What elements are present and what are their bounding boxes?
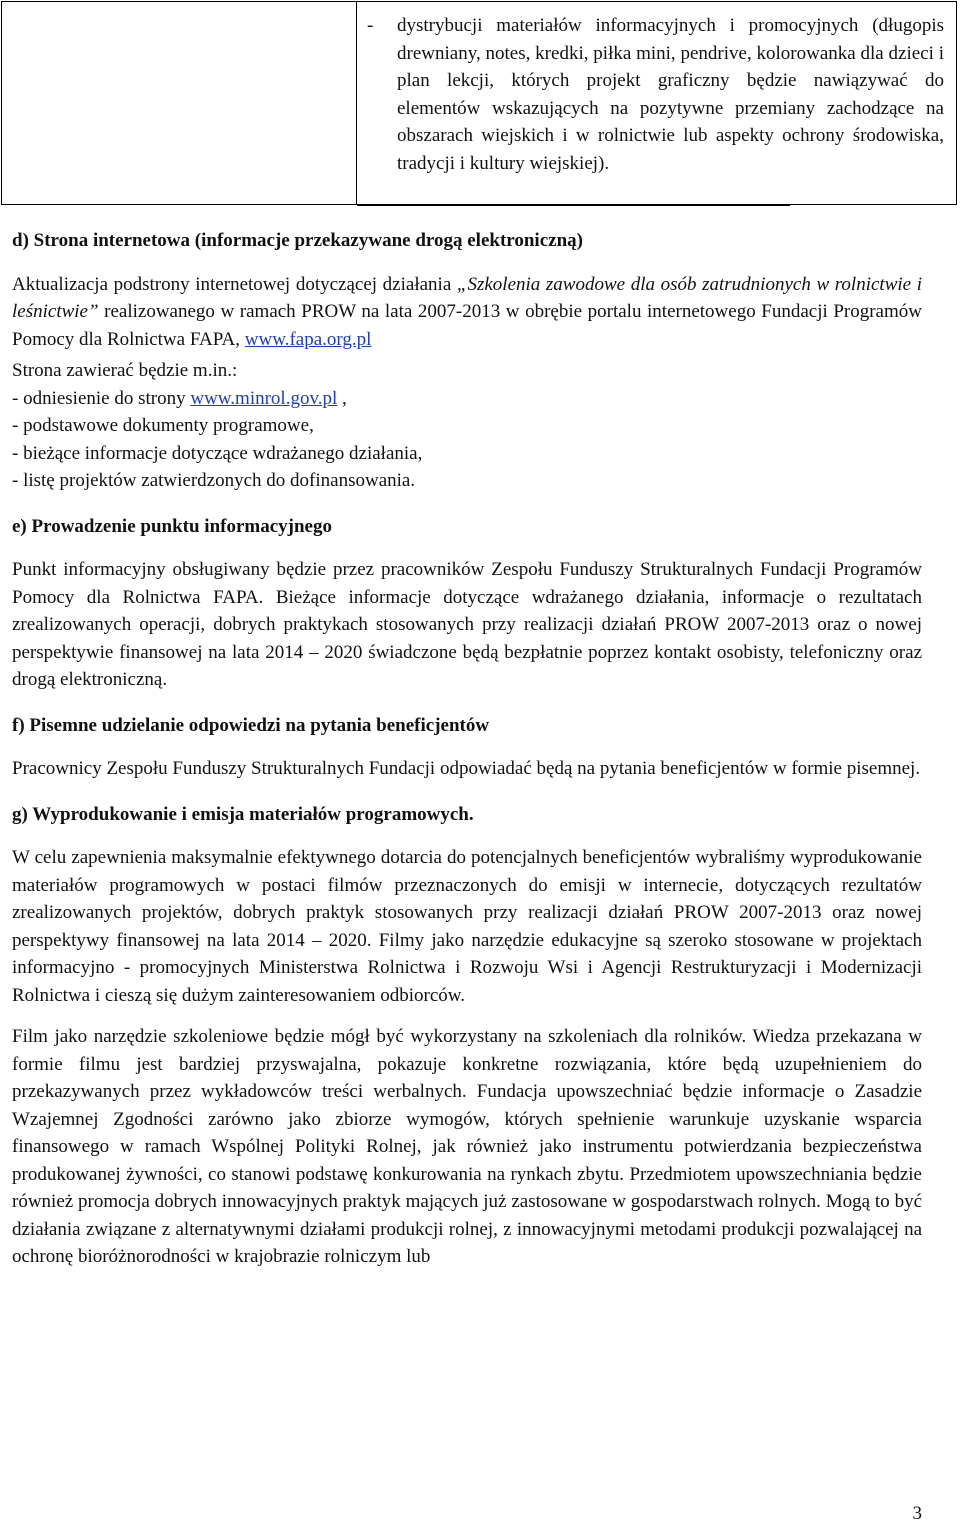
section-g-heading: g) Wyprodukowanie i emisja materiałów programowych. <box>12 803 474 825</box>
section-g-paragraph-1: W celu zapewnienia maksymalnie efektywnego dotarcia do potencjalnych beneficjentów wybraliśmy wyprodukowanie materiałów programowych w postaci filmów przeznaczonych do emisji w internecie, dotyczących rezultatów zrealizowanych projektów, dobrych praktyk stosowanych przy realizacji działań PROW 2007-2013 oraz nowej perspektywy finansowej na lata 2014 – 2020. Filmy jako narzędzie edukacyjne są szeroko stosowane w projektach informacyjno - promocyjnych Ministerstwa Rolnictwa i Rozwoju Wsi i Agencji Restrukturyzacji i Modernizacji Rolnictwa i cieszą się dużym zainteresowaniem odbiorców. <box>12 847 922 1006</box>
section-g-paragraph-2: Film jako narzędzie szkoleniowe będzie mógł być wykorzystany na szkoleniach dla rolników. Wiedza przekazana w formie filmu jest bardziej przyswajalna, pokazuje konkretne rozwiązania, które będą uzupełnieniem do przekazywanych przez wykładowców treści werbalnych. Fundacja upowszechniać będzie informacje o Zasadzie Wzajemnej Zgodności zarówno jako zbiorze wymogów, których spełnienie warunkuje uzyskanie wsparcia finansowego w ramach Wspólnej Polityki Rolnej, jak również jako instrumentu potwierdzania bezpieczeństwa produkowanej żywności, co stanowi podstawę konkurowania na rynkach zbytu. Przedmiotem upowszechniania będzie również promocja dobrych innowacyjnych praktyk mających już zastosowane w gospodarstwach rolnych. Mogą to być działania związane z alternatywnymi działami produkcji rolnej, z innowacyjnymi metodami produkcji pozwalającej na ochronę bioróżnorodności w krajobrazie rolniczym lub <box>12 1026 922 1267</box>
main-content <box>12 227 922 1285</box>
table-right-cell <box>357 2 956 204</box>
table-left-cell <box>2 2 357 204</box>
list-item: - bieżące informacje dotyczące wdrażanego działania, <box>12 442 423 464</box>
list-item: - podstawowe dokumenty programowe, <box>12 415 314 436</box>
list-item: - listę projektów zatwierdzonych do dofinansowania. <box>12 470 416 491</box>
section-d-text-a: Aktualizacja podstrony internetowej dotyczącej działania <box>12 273 457 295</box>
section-e-heading: e) Prowadzenie punktu informacyjnego <box>12 515 332 537</box>
separator-line <box>357 205 790 206</box>
section-e-paragraph: Punkt informacyjny obsługiwany będzie przez pracowników Zespołu Funduszy Strukturalnych Fundacji Programów Pomocy dla Rolnictwa FAPA. Bieżące informacje dotyczące wdrażanego działania, informacje o rezultatach zrealizowanych operacji, dobrych praktykach stosowanych przy realizacji działań PROW 2007-2013 oraz o nowej perspektywie finansowej na lata 2014 – 2020 świadczone będą bezpłatnie poprzez kontakt osobisty, telefoniczny oraz drogą elektroniczną. <box>12 559 922 690</box>
section-d-text-b: realizowanego w ramach PROW na lata 2007-2013 w obrębie portalu internetowego Fundacji Programów Pomocy dla Rolnictwa FAPA, <box>12 301 922 350</box>
list-item <box>367 12 944 177</box>
list-item-text: dystrybucji materiałów informacyjnych i promocyjnych (długopis drewniany, notes, kredki, piłka mini, pendrive, kolorowanka dla dzieci i plan lekcji, których projekt graficzny będzie nawiązywać do elementów wskazujących na pozytywne przemiany zachodzące na obszarach wiejskich i w rolnictwie lub aspekty ochrony środowiska, tradycji i kultury wiejskiej). <box>397 15 944 174</box>
section-d-list <box>12 357 922 495</box>
top-table <box>1 1 957 205</box>
section-f-heading: f) Pisemne udzielanie odpowiedzi na pytania beneficjentów <box>12 714 490 736</box>
section-d-italic: „Szkolenia zawodowe dla osób zatrudnionych w rolnictwie i leśnictwie” <box>12 273 922 322</box>
section-d-paragraph <box>12 271 922 354</box>
list-item: - odniesienie do strony www.minrol.gov.pl , <box>12 387 347 409</box>
section-d-heading: d) Strona internetowa (informacje przekazywane drogą elektroniczną) <box>12 230 583 251</box>
list-dash: - <box>367 15 374 36</box>
fapa-link[interactable]: www.fapa.org.pl <box>244 328 372 350</box>
section-f-paragraph: Pracownicy Zespołu Funduszy Strukturalnych Fundacji odpowiadać będą na pytania beneficjentów w formie pisemnej. <box>12 758 921 779</box>
page-number: 3 <box>912 1503 922 1524</box>
list-intro: Strona zawierać będzie m.in.: <box>12 360 238 381</box>
minrol-link[interactable]: www.minrol.gov.pl <box>190 387 338 409</box>
